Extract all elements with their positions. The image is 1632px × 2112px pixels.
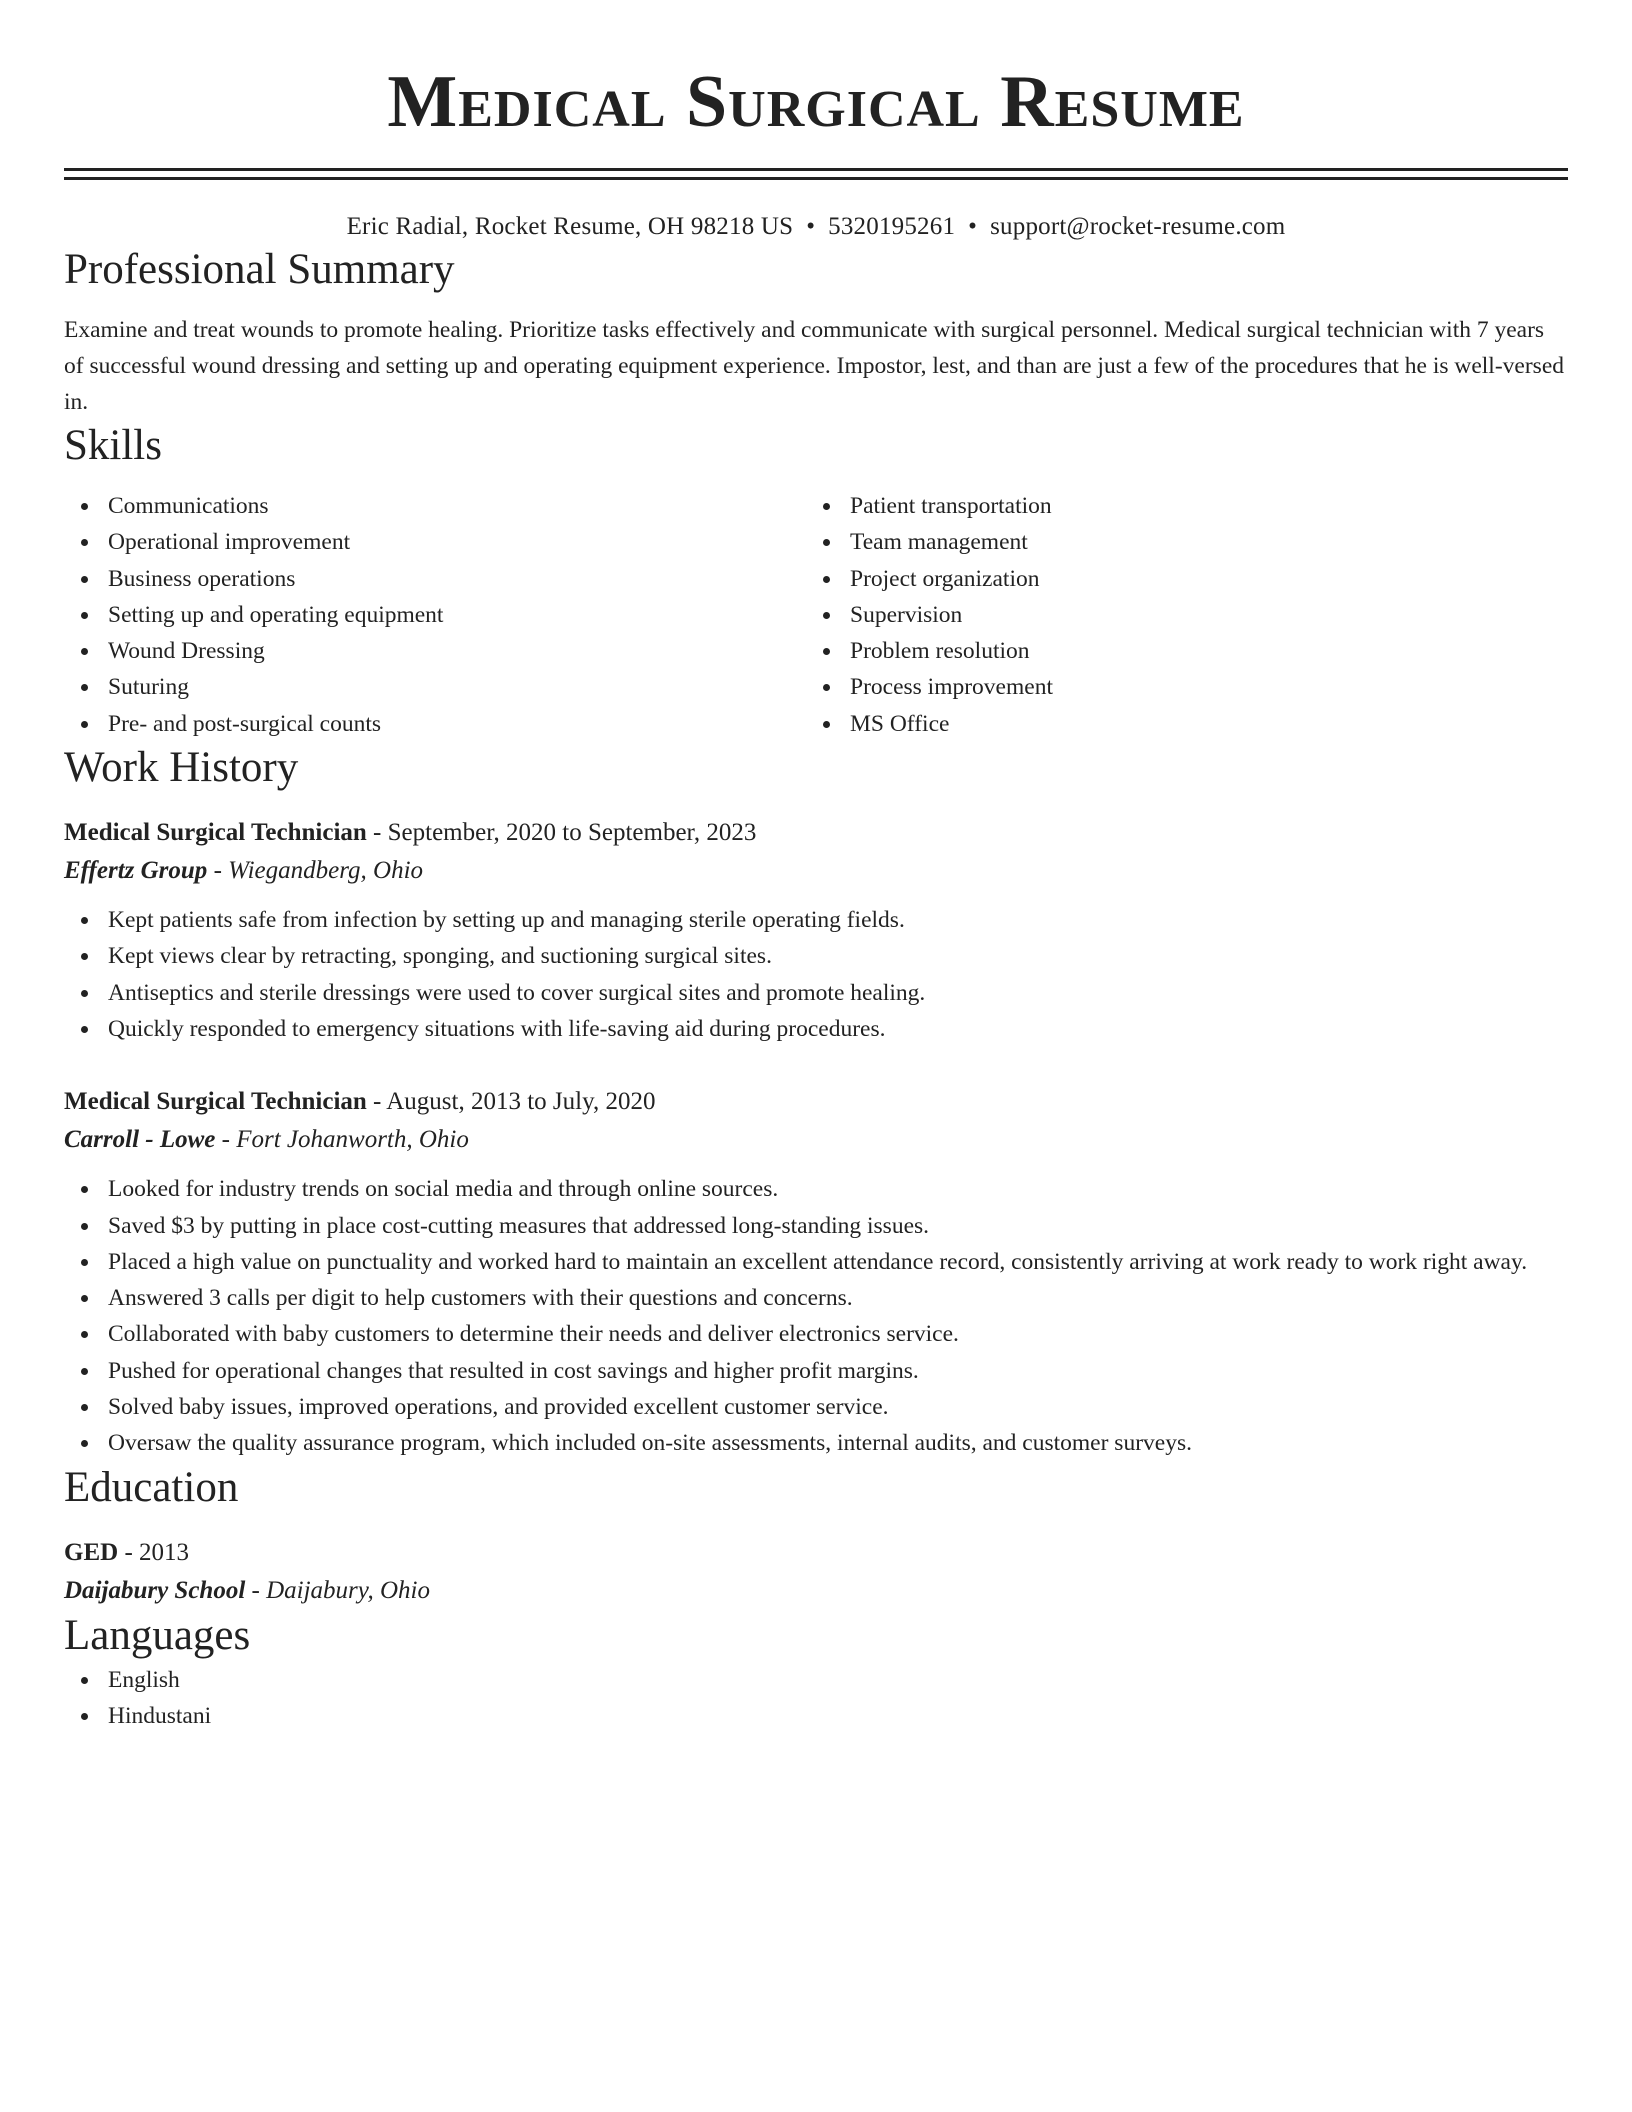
job-bullet	[64, 975, 1568, 1011]
bullet-icon	[823, 721, 830, 728]
job-company-line	[64, 1121, 1568, 1159]
language-label: Hindustani	[108, 1702, 212, 1729]
skill-label: Setting up and operating equipment	[108, 601, 444, 628]
contact-line	[64, 210, 1568, 244]
job-bullet-text: Quickly responded to emergency situations with life-saving aid during procedures.	[108, 1015, 886, 1042]
job-entry	[64, 1083, 1568, 1461]
language-label: English	[108, 1666, 180, 1693]
skill-label: Project organization	[850, 565, 1040, 592]
skill-item	[806, 561, 1548, 597]
job-title: Medical Surgical Technician	[64, 1088, 367, 1116]
language-item	[64, 1698, 1568, 1734]
bullet-icon	[81, 612, 88, 619]
bullet-icon	[81, 1368, 88, 1375]
job-title-line	[64, 1083, 1568, 1121]
job-bullet-text: Kept views clear by retracting, sponging, and suctioning surgical sites.	[108, 943, 772, 970]
bullet-icon	[823, 576, 830, 583]
languages-list	[64, 1662, 1568, 1735]
job-bullet	[64, 1011, 1568, 1047]
summary-text: Examine and treat wounds to promote healing. Prioritize tasks effectively and communicate with surgical personnel. Medical surgical technician with 7 years of successful wound dressing and setting up and operating equipment experience. Impostor, lest, and than are just a few of the procedures that he is well-versed in.	[64, 317, 1564, 415]
bullet-icon	[823, 684, 830, 691]
bullet-icon	[81, 917, 88, 924]
job-bullet	[64, 1389, 1568, 1425]
language-item	[64, 1662, 1568, 1698]
skill-label: Wound Dressing	[108, 638, 265, 665]
bullet-icon	[81, 1295, 88, 1302]
job-bullet-text: Saved $3 by putting in place cost-cutting measures that addressed long-standing issues.	[108, 1212, 930, 1239]
job-bullet-text: Oversaw the quality assurance program, which included on-site assessments, internal audits, and customer surveys.	[108, 1430, 1192, 1457]
bullet-icon	[823, 539, 830, 546]
skill-item	[806, 488, 1548, 524]
section-heading-work-history: Work History	[64, 744, 299, 792]
skill-item	[64, 633, 806, 669]
job-bullet	[64, 902, 1568, 938]
bullet-icon	[81, 721, 88, 728]
skill-item	[64, 597, 806, 633]
skill-item	[806, 524, 1548, 560]
job-bullet	[64, 938, 1568, 974]
job-location: - Fort Johanworth, Ohio	[215, 1126, 469, 1154]
job-title-line	[64, 814, 1568, 852]
skill-label: Team management	[850, 529, 1028, 556]
skill-item	[806, 597, 1548, 633]
job-bullet-text: Antiseptics and sterile dressings were used to cover surgical sites and promote healing.	[108, 979, 926, 1006]
bullet-icon	[81, 1223, 88, 1230]
education-entry	[64, 1534, 1568, 1610]
bullet-icon	[81, 1026, 88, 1033]
job-bullet	[64, 1316, 1568, 1352]
job-bullet	[64, 1244, 1568, 1280]
skills-list-right	[806, 488, 1548, 742]
bullet-icon	[81, 576, 88, 583]
job-company: Effertz Group	[64, 857, 208, 885]
resume-title: Medical Surgical Resume	[387, 61, 1245, 143]
job-bullets	[64, 902, 1568, 1047]
job-company-line	[64, 852, 1568, 890]
skills-column-left	[64, 488, 806, 742]
skill-label: Supervision	[850, 601, 963, 628]
job-company: Carroll - Lowe	[64, 1126, 216, 1154]
bullet-icon	[81, 953, 88, 960]
bullet-icon	[81, 1259, 88, 1266]
contact-address: Eric Radial, Rocket Resume, OH 98218 US	[346, 213, 794, 240]
skill-item	[64, 524, 806, 560]
bullet-icon	[81, 1404, 88, 1411]
skill-label: Problem resolution	[850, 638, 1030, 665]
education-location: - Daijabury, Ohio	[245, 1576, 430, 1604]
job-bullet-text: Answered 3 calls per digit to help customers with their questions and concerns.	[108, 1285, 853, 1312]
job-dates: - August, 2013 to July, 2020	[366, 1088, 656, 1116]
skill-label: MS Office	[850, 710, 950, 737]
section-heading-skills: Skills	[64, 422, 162, 469]
education-degree: GED	[64, 1538, 119, 1566]
job-bullet	[64, 1171, 1568, 1207]
bullet-icon	[81, 539, 88, 546]
job-bullet-text: Looked for industry trends on social media and through online sources.	[108, 1176, 779, 1203]
bullet-icon	[823, 612, 830, 619]
skill-item	[806, 633, 1548, 669]
job-bullets	[64, 1171, 1568, 1461]
bullet-icon	[823, 503, 830, 510]
job-title: Medical Surgical Technician	[64, 819, 367, 847]
skill-label: Communications	[108, 493, 269, 519]
title-divider-bottom	[64, 177, 1568, 180]
job-bullet-text: Placed a high value on punctuality and worked hard to maintain an excellent attendance record, consistently arriving at work ready to work right away.	[108, 1248, 1528, 1275]
job-bullet-text: Solved baby issues, improved operations, and provided excellent customer service.	[108, 1394, 889, 1421]
section-heading-summary: Professional Summary	[64, 246, 455, 293]
skill-label: Pre- and post-surgical counts	[108, 710, 382, 737]
job-location: - Wiegandberg, Ohio	[207, 857, 424, 885]
education-school-line	[64, 1572, 1568, 1610]
bullet-icon	[81, 1713, 88, 1720]
job-bullet-text: Collaborated with baby customers to determine their needs and deliver electronics service.	[108, 1321, 959, 1348]
bullet-icon	[81, 648, 88, 655]
job-dates: - September, 2020 to September, 2023	[366, 819, 757, 847]
skills-list-left	[64, 488, 806, 742]
skill-item	[64, 561, 806, 597]
section-heading-languages: Languages	[64, 1611, 251, 1659]
skill-item	[64, 706, 806, 742]
bullet-icon	[81, 1331, 88, 1338]
job-bullet	[64, 1208, 1568, 1244]
section-heading-education: Education	[64, 1463, 239, 1511]
contact-email: support@rocket-resume.com	[990, 213, 1286, 240]
job-bullet	[64, 1353, 1568, 1389]
education-school: Daijabury School	[64, 1576, 246, 1604]
skill-item	[64, 669, 806, 705]
skill-item	[806, 706, 1548, 742]
bullet-icon	[81, 503, 88, 510]
job-bullet	[64, 1280, 1568, 1316]
bullet-icon	[81, 1440, 88, 1447]
skills-grid	[64, 488, 1568, 742]
skill-label: Business operations	[108, 565, 296, 592]
skill-label: Patient transportation	[850, 493, 1052, 519]
bullet-icon	[81, 1186, 88, 1193]
job-bullet	[64, 1425, 1568, 1461]
title-divider-top	[64, 168, 1568, 171]
contact-separator: •	[806, 213, 816, 240]
bullet-icon	[823, 648, 830, 655]
skill-item	[806, 669, 1548, 705]
skill-label: Process improvement	[850, 674, 1053, 701]
education-degree-line	[64, 1534, 1568, 1572]
skills-column-right	[806, 488, 1548, 742]
bullet-icon	[81, 990, 88, 997]
contact-phone: 5320195261	[828, 213, 956, 240]
job-bullet-text: Pushed for operational changes that resulted in cost savings and higher profit margins.	[108, 1357, 919, 1384]
bullet-icon	[81, 1677, 88, 1684]
skill-item	[64, 488, 806, 524]
skill-label: Operational improvement	[108, 529, 351, 556]
bullet-icon	[81, 684, 88, 691]
job-entry	[64, 814, 1568, 1047]
contact-separator: •	[968, 213, 978, 240]
education-year: - 2013	[118, 1538, 190, 1566]
skill-label: Suturing	[108, 674, 189, 701]
job-bullet-text: Kept patients safe from infection by setting up and managing sterile operating fields.	[108, 907, 905, 934]
